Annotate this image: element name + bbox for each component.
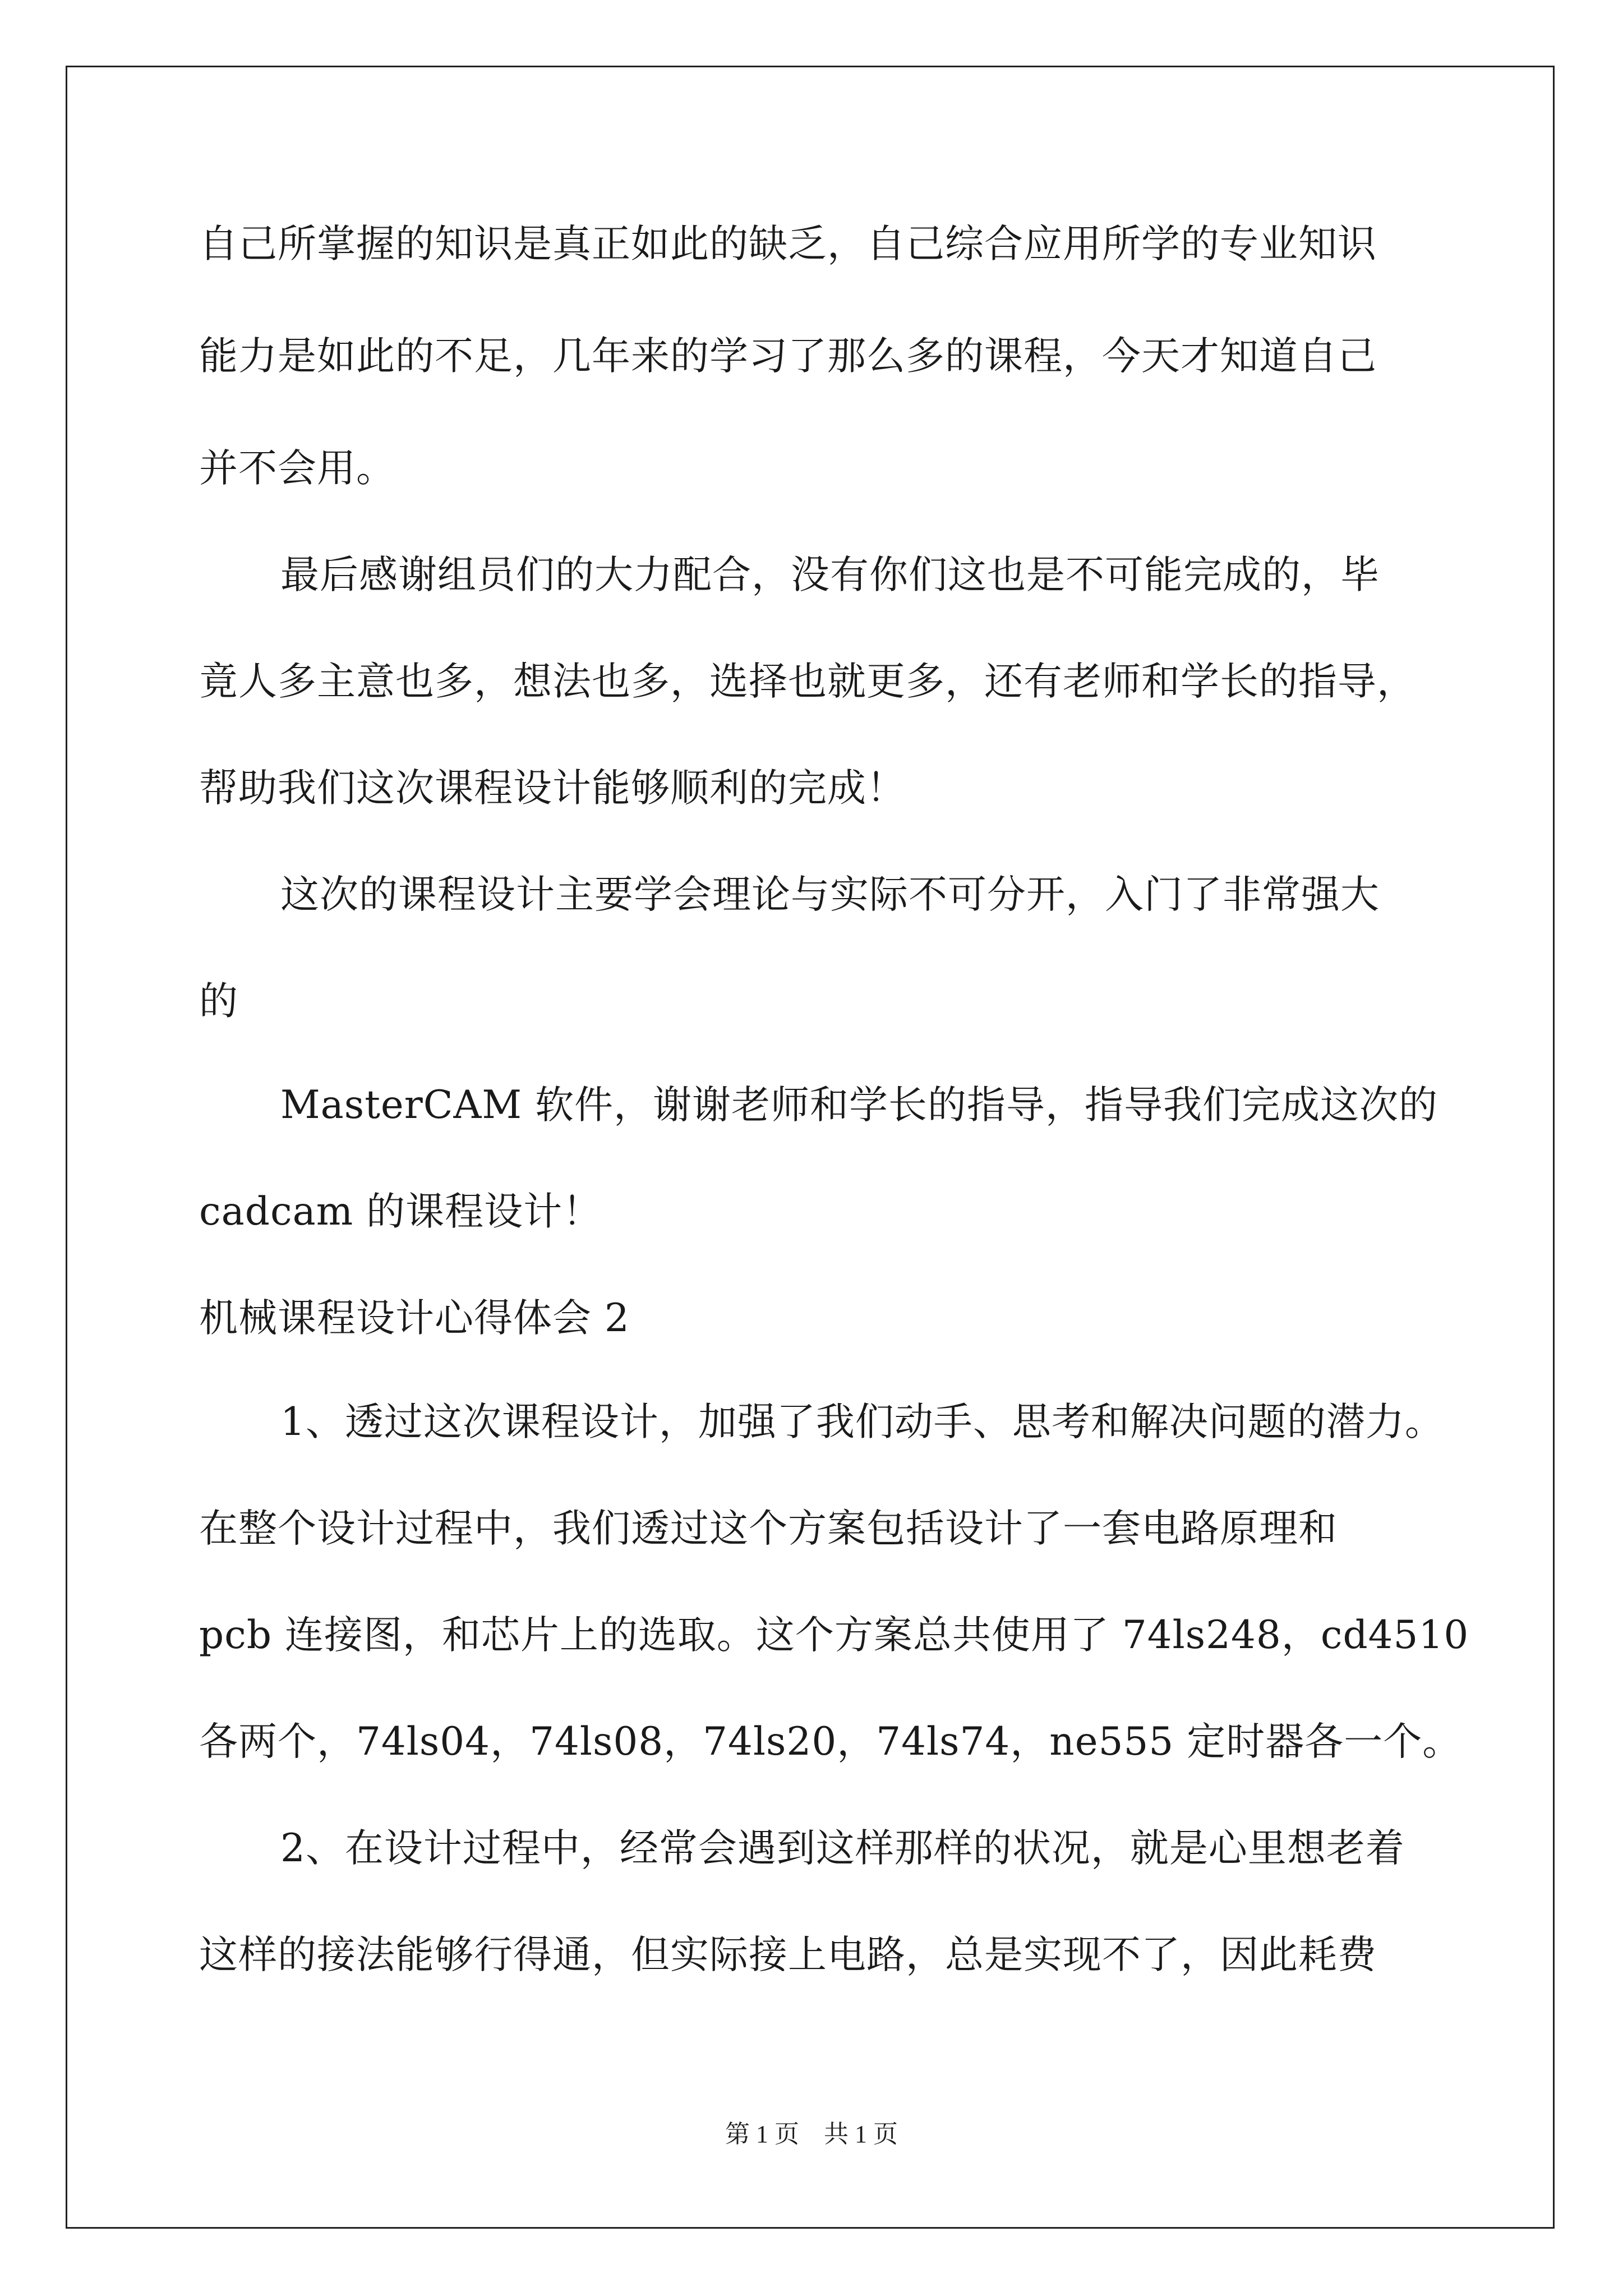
section-heading: 机械课程设计心得体会 2 [199,1296,630,1341]
text-line: 能力是如此的不足，几年来的学习了那么多的课程，今天才知道自己 [199,334,1377,379]
text-line: 竟人多主意也多，想法也多，选择也就更多，还有老师和学长的指导， [199,659,1416,704]
text-line: 自己所掌握的知识是真正如此的缺乏，自己综合应用所学的专业知识 [199,222,1377,266]
text-line: 的 [199,979,238,1024]
text-line: 帮助我们这次课程设计能够顺利的完成！ [199,766,906,811]
text-line: 这样的接法能够行得通，但实际接上电路，总是实现不了，因此耗费 [199,1932,1377,1977]
text-line: pcb 连接图，和芯片上的选取。这个方案总共使用了 74ls248，cd4510 [199,1613,1469,1658]
page-footer: 第 1 页 共 1 页 [725,2120,898,2148]
text-line: 2、在设计过程中，经常会遇到这样那样的状况，就是心里想老着 [280,1826,1405,1871]
text-line: 最后感谢组员们的大力配合，没有你们这也是不可能完成的，毕 [280,553,1380,597]
text-line: 在整个设计过程中，我们透过这个方案包括设计了一套电路原理和 [199,1506,1338,1551]
text-line: cadcam 的课程设计！ [199,1189,602,1234]
text-line: 并不会用。 [199,446,395,491]
text-line: 这次的课程设计主要学会理论与实际不可分开，入门了非常强大 [280,872,1380,917]
text-line: 1、透过这次课程设计，加强了我们动手、思考和解决问题的潜力。 [280,1400,1444,1444]
text-line: MasterCAM 软件，谢谢老师和学长的指导，指导我们完成这次的 [280,1083,1438,1128]
text-line: 各两个，74ls04，74ls08，74ls20，74ls74，ne555 定时器各一个。 [199,1719,1462,1764]
page-border [66,66,1555,2229]
